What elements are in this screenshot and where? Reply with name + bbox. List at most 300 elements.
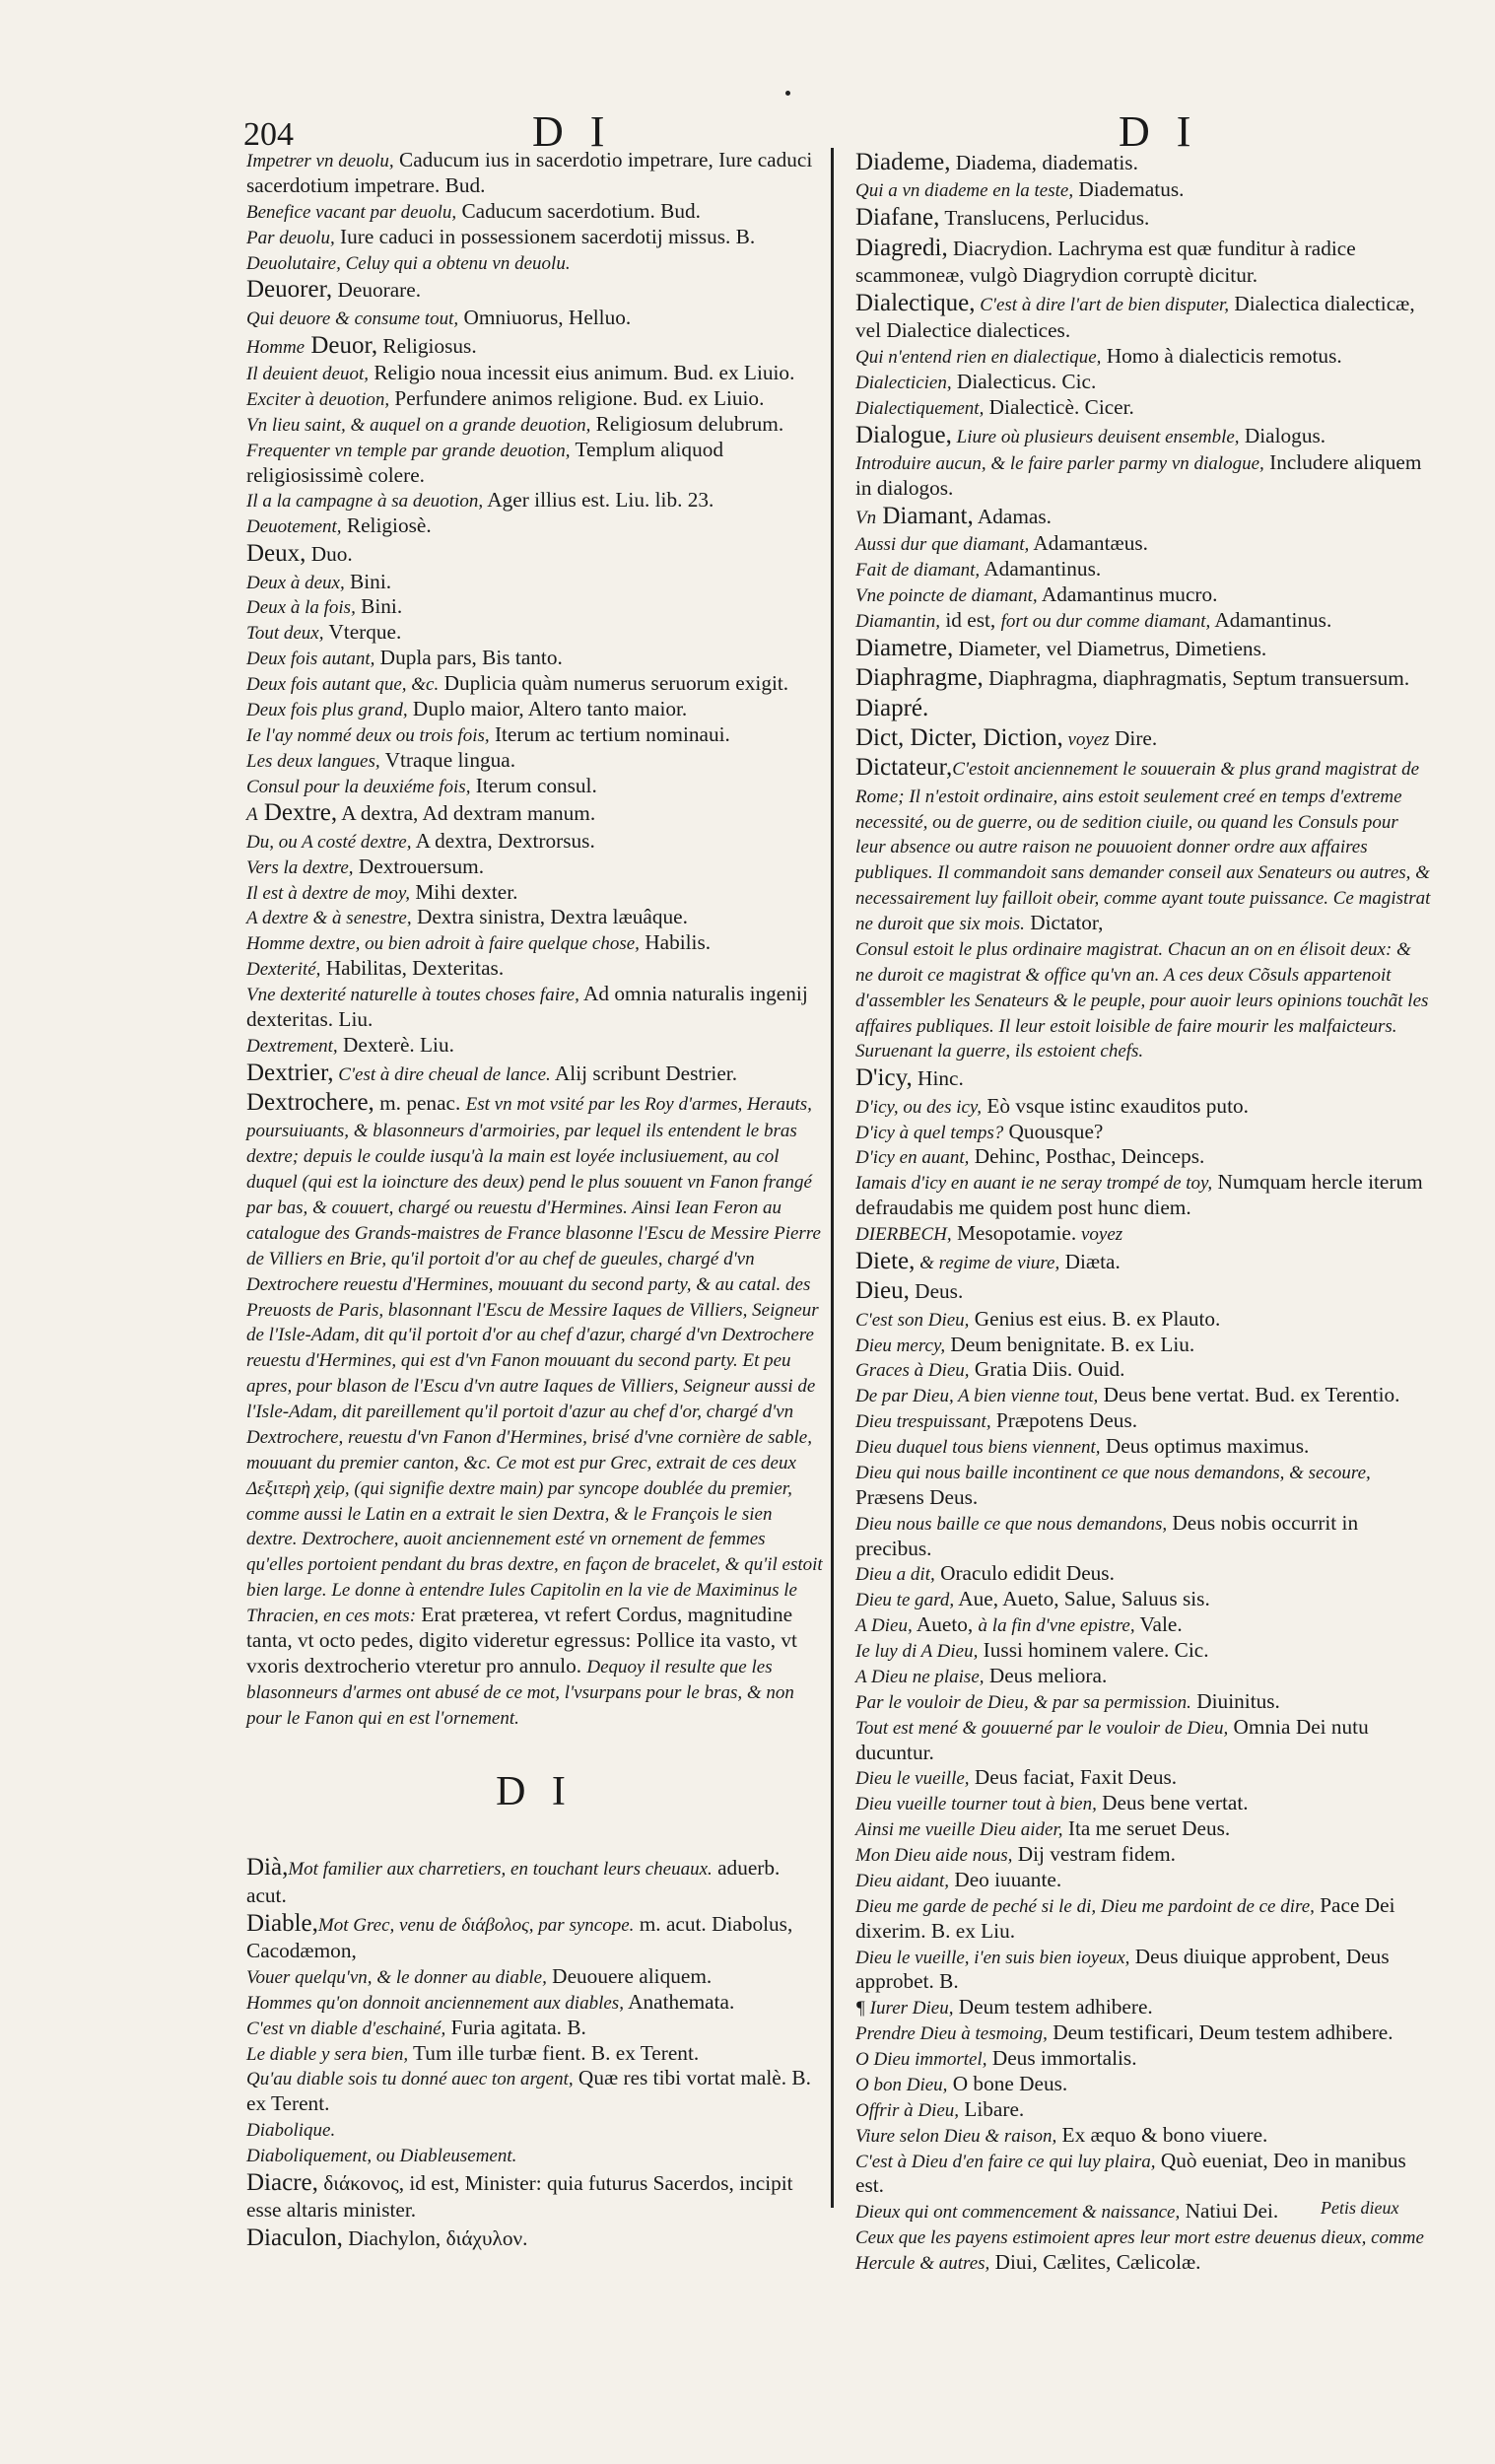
dictionary-entry xyxy=(246,148,823,199)
latin-gloss: Quò eueniat, Deo in manibus est. xyxy=(855,2148,1406,2198)
dictionary-entry xyxy=(246,412,823,438)
dictionary-entry xyxy=(855,2020,1432,2046)
french-gloss: Dieu te gard, xyxy=(855,1590,955,1611)
dictionary-entry xyxy=(246,1088,823,1730)
latin-gloss: Aueto, xyxy=(912,1612,979,1637)
french-gloss: Vn xyxy=(855,507,877,528)
headword: Dictateur, xyxy=(855,754,953,782)
latin-gloss: Oraculo edidit Deus. xyxy=(934,1561,1115,1586)
latin-gloss: Diacrydion. Lachryma est quæ funditur à radice scammoneæ, vulgò Diagrydion corruptè dicitur. xyxy=(855,236,1356,287)
latin-gloss: Furia agitata. B. xyxy=(445,2015,586,2039)
dictionary-entry xyxy=(246,594,823,620)
french-gloss: C'est vn diable d'eschainé, xyxy=(246,2018,446,2039)
latin-gloss: A dextra, Dextrorsus. xyxy=(411,828,595,853)
latin-gloss: Mihi dexter. xyxy=(410,879,518,904)
dictionary-entry xyxy=(855,1945,1432,1996)
latin-gloss: Deo iuuante. xyxy=(949,1867,1062,1891)
latin-gloss: Alij scribunt Destrier. xyxy=(550,1061,738,1085)
french-gloss: Dieu aidant, xyxy=(855,1870,949,1891)
headword: Dextrochere, xyxy=(246,1089,374,1116)
french-gloss: Diamantin, xyxy=(855,610,941,632)
dictionary-entry xyxy=(855,2224,1432,2276)
page-number: 204 xyxy=(243,116,294,153)
french-gloss: Dieu mercy, xyxy=(855,1335,946,1356)
french-gloss: Deux fois autant que, &c. xyxy=(246,674,440,695)
latin-gloss: Duplicia quàm numerus seruorum exigit. xyxy=(439,671,789,695)
headword: Diametre, xyxy=(855,634,954,661)
french-gloss: A Dieu, xyxy=(855,1615,913,1637)
dictionary-entry xyxy=(855,1791,1432,1816)
headword: Diete, xyxy=(855,1247,916,1274)
latin-gloss: Iure caduci in possessionem sacerdotij missus. B. xyxy=(334,224,756,248)
french-gloss: Mon Dieu aide nous, xyxy=(855,1845,1013,1866)
dictionary-entry xyxy=(855,2097,1432,2123)
headword: Dialogue, xyxy=(855,421,952,448)
dictionary-entry xyxy=(855,1221,1432,1247)
headword: Diademe, xyxy=(855,149,951,175)
french-gloss: Liure où plusieurs deuisent ensemble, xyxy=(951,426,1240,447)
latin-gloss: Duplo maior, Altero tanto maior. xyxy=(407,696,688,720)
latin-gloss: Templum aliquod religiosissimè colere. xyxy=(246,437,724,487)
dictionary-entry xyxy=(246,2168,823,2224)
dictionary-entry xyxy=(855,1307,1432,1333)
dictionary-entry xyxy=(246,982,823,1033)
latin-gloss: Diadema, diadematis. xyxy=(950,151,1138,174)
french-gloss: A dextre & à senestre, xyxy=(246,908,412,929)
headword: Deuor, xyxy=(305,331,378,359)
latin-gloss: m. acut. Diabolus, Cacodæmon, xyxy=(246,1911,793,1963)
dictionary-entry xyxy=(246,774,823,799)
latin-gloss: Deus meliora. xyxy=(984,1663,1108,1687)
latin-gloss: Habilitas, Dexteritas. xyxy=(320,956,505,981)
french-gloss: A Dieu ne plaise, xyxy=(855,1666,985,1687)
french-gloss: Diabolique. xyxy=(246,2120,336,2142)
headword: Dieu, xyxy=(855,1277,910,1305)
headword: Dià, xyxy=(246,1854,289,1882)
french-gloss: Est vn mot vsité par les Roy d'armes, Herauts, poursuiuants, & blasonneurs d'armoiries, par lequel ils entendent le bras dextre; depuis le coulde iusqu'à la main est loyée inclusiuement, au col duquel (qui est la ioincture des deux) pend le plus souuent vn Fanon frangé par bas, & couuert, chargé ou reuestu d'Hermines. Ainsi Iean Feron au catalogue des Grands-maistres de France blasonne l'Escu de Messire Pierre de Villiers en Brie, qu'il portoit d'or au chef de gueules, chargé d'vn Dextrochere reuestu d'Hermines, mouuant du second party, & au catal. des Preuosts de Paris, blasonnant l'Escu de Messire Iaques de Villiers, Seigneur de l'Isle-Adam, dit qu'il portoit d'or au chef d'azur, chargé d'vn Dextrochere reuestu d'Hermines, qui est d'vn Fanon mouuant du second party. Et peu apres, pour blason de l'Escu d'vn autre Iaques de Villiers, Seigneur aussi de l'Isle-Adam, dit pareillement qu'il portoit d'azur au chef d'or, chargé d'vn Dextrochere, reuestu d'vn Fanon d'Hermines, brisé d'vne cornière de sable, mouuant du premier canton, &c. Ce mot est pur Grec, extrait de ces deux Δεξιτερὴ χεὶρ, (qui signifie dextre main) par syncope doublée du premier, comme aussi le Latin en a extrait le sien Dextra, & le François le sien dextre. Dextrochere, auoit anciennement esté vn ornement de femmes qu'elles portoient pendant du bras dextre, en façon de bracelet, & qu'il estoit bien large. Le donne à entendre Iules Capitolin en la vie de Maximinus le Thracien, en ces mots: xyxy=(246,1094,823,1626)
french-gloss: Qui deuore & consume tout, xyxy=(246,308,459,329)
french-gloss: Consul pour la deuxiéme fois, xyxy=(246,776,471,797)
french-gloss: Exciter à deuotion, xyxy=(246,388,390,410)
latin-gloss: Habilis. xyxy=(639,930,712,955)
french-gloss: D'icy à quel temps? xyxy=(855,1122,1004,1143)
latin-gloss: Religio noua incessit eius animum. Bud. ex Liuio. xyxy=(369,361,795,384)
french-gloss: Dieu trespuissant, xyxy=(855,1411,991,1433)
latin-gloss: Diameter, vel Diametrus, Dimetiens. xyxy=(953,636,1267,660)
dictionary-entry xyxy=(855,1664,1432,1689)
dictionary-entry xyxy=(246,488,823,513)
latin-gloss: Ita me seruet Deus. xyxy=(1062,1816,1231,1841)
latin-gloss: Mesopotamie. xyxy=(951,1221,1077,1245)
french-gloss: Offrir à Dieu, xyxy=(855,2099,960,2121)
latin-gloss: Natiui Dei. xyxy=(1180,2199,1279,2224)
french-gloss: Deux fois autant, xyxy=(246,649,375,670)
latin-gloss: Præsens Deus. xyxy=(855,1484,979,1509)
dictionary-entry xyxy=(855,1511,1432,1562)
dictionary-entry xyxy=(855,2149,1432,2200)
dictionary-entry xyxy=(855,234,1432,289)
latin-gloss: aduerb. acut. xyxy=(246,1856,781,1907)
latin-gloss: Dialecticè. Cicer. xyxy=(984,394,1134,419)
headword: Dialectique, xyxy=(855,289,976,316)
latin-gloss: Religiosum delubrum. xyxy=(590,411,784,436)
dictionary-entry xyxy=(246,620,823,646)
dictionary-entry xyxy=(855,502,1432,531)
latin-gloss: Adamantinus. xyxy=(980,557,1102,582)
french-gloss: voyez xyxy=(1076,1224,1123,1245)
dictionary-entry xyxy=(855,663,1432,693)
latin-gloss: Vale. xyxy=(1134,1612,1183,1637)
french-gloss: & regime de viure, xyxy=(915,1252,1060,1273)
dictionary-entry xyxy=(246,697,823,722)
dictionary-entry xyxy=(855,1816,1432,1842)
latin-gloss: Dextrouersum. xyxy=(353,854,485,878)
dictionary-entry xyxy=(855,203,1432,233)
dictionary-entry xyxy=(855,1612,1432,1638)
french-gloss: Du, ou A costé dextre, xyxy=(246,831,412,853)
headword: Diaphragme, xyxy=(855,664,984,692)
dictionary-entry xyxy=(855,608,1432,634)
latin-gloss: Pace Dei dixerim. B. ex Liu. xyxy=(855,1892,1395,1943)
french-gloss: Dialectiquement, xyxy=(855,397,985,419)
dictionary-entry xyxy=(855,694,1432,723)
dictionary-entry xyxy=(855,531,1432,557)
french-gloss: Les deux langues, xyxy=(246,750,380,772)
dictionary-entry xyxy=(246,2117,823,2143)
dictionary-entry xyxy=(246,331,823,361)
french-gloss: O bon Dieu, xyxy=(855,2074,948,2095)
french-gloss: Mot Grec, venu de διάβολος, par syncope. xyxy=(317,1914,635,1936)
dictionary-entry xyxy=(855,1170,1432,1221)
dictionary-entry xyxy=(246,438,823,489)
dictionary-entry xyxy=(855,1587,1432,1612)
latin-gloss: Deum benignitate. B. ex Liu. xyxy=(945,1332,1195,1356)
dictionary-entry xyxy=(855,1434,1432,1460)
dictionary-entry xyxy=(855,421,1432,450)
dictionary-entry xyxy=(855,1357,1432,1383)
french-gloss: C'est à Dieu d'en faire ce qui luy plaira, xyxy=(855,2151,1156,2172)
french-gloss: Il a la campagne à sa deuotion, xyxy=(246,491,484,513)
french-gloss: D'icy en auant, xyxy=(855,1147,970,1169)
latin-gloss: Quæ res tibi vortat malè. B. ex Terent. xyxy=(246,2066,811,2116)
latin-gloss: Iterum consul. xyxy=(470,773,597,797)
latin-gloss: Libare. xyxy=(959,2096,1025,2121)
french-gloss: Graces à Dieu, xyxy=(855,1360,970,1382)
french-gloss: C'est son Dieu, xyxy=(855,1309,970,1331)
dictionary-entry xyxy=(855,723,1432,753)
latin-gloss: Dialecticus. Cic. xyxy=(951,370,1097,393)
dictionary-entry xyxy=(855,1333,1432,1358)
latin-gloss: Dextra sinistra, Dextra læuâque. xyxy=(411,905,688,929)
dictionary-entry xyxy=(246,199,823,225)
french-gloss: C'est à dire l'art de bien disputer, xyxy=(975,294,1230,315)
latin-gloss: Omnia Dei nutu ducuntur. xyxy=(855,1714,1369,1764)
french-gloss: DIERBECH, xyxy=(855,1224,952,1245)
latin-gloss: Erat præterea, vt refert Cordus, magnitudine tanta, vt octo pedes, digito videretur egressus: Pollice ita vasto, vt vxoris dextrocherio vteretur pro annulo. xyxy=(246,1603,797,1677)
latin-gloss: Deuorare. xyxy=(332,278,422,303)
dictionary-entry xyxy=(855,370,1432,395)
latin-gloss: Iterum ac tertium nominaui. xyxy=(489,721,730,746)
dictionary-entry xyxy=(855,1561,1432,1587)
dictionary-entry xyxy=(855,1638,1432,1664)
latin-gloss: Bini. xyxy=(355,594,403,619)
dictionary-entry xyxy=(246,306,823,331)
dictionary-entry xyxy=(855,1383,1432,1408)
latin-gloss: Deus optimus maximus. xyxy=(1100,1434,1310,1458)
latin-gloss: Deum testem adhibere. xyxy=(953,1995,1153,2019)
french-gloss: Tout deux, xyxy=(246,623,324,645)
french-gloss: Dieu nous baille ce que nous demandons, xyxy=(855,1513,1168,1535)
french-gloss: Homme dextre, ou bien adroit à faire quelque chose, xyxy=(246,933,640,955)
french-gloss: Deuolutaire, Celuy qui a obtenu vn deuolu. xyxy=(246,252,571,274)
french-gloss: Deuotement, xyxy=(246,516,342,538)
headword: Diacre, xyxy=(246,2168,318,2196)
latin-gloss: Dupla pars, Bis tanto. xyxy=(374,646,563,670)
headword: Deuorer, xyxy=(246,276,333,304)
french-gloss: Tout est mené & gouuerné par le vouloir de Dieu, xyxy=(855,1717,1229,1739)
french-gloss: O Dieu immortel, xyxy=(855,2049,987,2070)
french-gloss: Ie l'ay nommé deux ou trois fois, xyxy=(246,724,490,746)
french-gloss: Ceux que les payens estimoient apres leur mort estre deuenus dieux, comme Hercule & autres, xyxy=(855,2227,1424,2274)
latin-gloss: Aue, Aueto, Salue, Saluus sis. xyxy=(954,1587,1210,1611)
french-gloss: Iamais d'icy en auant ie ne seray trompé de toy, xyxy=(855,1173,1213,1195)
headword: Diapré. xyxy=(855,694,929,721)
dictionary-entry xyxy=(246,646,823,671)
french-gloss: De par Dieu, A bien vienne tout, xyxy=(855,1386,1099,1407)
latin-gloss: Dialogus. xyxy=(1239,423,1326,447)
french-gloss: Deux fois plus grand, xyxy=(246,699,408,720)
latin-gloss: Deus diuique approbent, Deus approbet. B. xyxy=(855,1944,1390,1994)
latin-gloss: Deus bene vertat. xyxy=(1096,1791,1249,1815)
latin-gloss: m. penac. xyxy=(374,1091,466,1115)
french-gloss: Consul estoit le plus ordinaire magistrat. Chacun an on en élisoit deux: & ne duroit ce magistrat & office qu'vn an. A ces deux Cõsuls appartenoit d'assembler les Senateurs & le peuple, pour auoir leurs opinions touchãt les affaires publiques. Il leur estoit loisible de faire mourir les malfaicteurs. Suruenant la guerre, ils estoient chefs. xyxy=(855,938,1429,1062)
latin-gloss: A dextra, Ad dextram manum. xyxy=(337,801,596,826)
dictionary-entry xyxy=(855,936,1432,1063)
french-gloss: Prendre Dieu à tesmoing, xyxy=(855,2023,1048,2045)
headword: Deux, xyxy=(246,540,306,568)
dictionary-entry xyxy=(855,395,1432,421)
latin-gloss: Deuouere aliquem. xyxy=(546,1963,713,1988)
french-gloss: Mot familier aux charretiers, en touchant leurs cheuaux. xyxy=(288,1859,713,1881)
latin-gloss: Omniuorus, Helluo. xyxy=(458,305,632,329)
french-gloss: Ainsi me vueille Dieu aider, xyxy=(855,1819,1063,1841)
french-gloss: A xyxy=(246,804,258,826)
catchword: Petis dieux xyxy=(1321,2198,1399,2218)
french-gloss: Qui a vn diademe en la teste, xyxy=(855,180,1074,202)
dictionary-entry xyxy=(855,450,1432,502)
dictionary-entry xyxy=(246,956,823,982)
left-entries-section xyxy=(246,1853,823,2253)
latin-gloss: Diachylon, διάχυλον. xyxy=(342,2226,528,2251)
dictionary-entry xyxy=(246,539,823,569)
dictionary-entry xyxy=(246,1059,823,1088)
dictionary-entry xyxy=(246,570,823,595)
french-gloss: Le diable y sera bien, xyxy=(246,2043,409,2065)
section-heading: D I xyxy=(496,1769,574,1815)
french-gloss: Qu'au diable sois tu donné auec ton argent, xyxy=(246,2069,574,2090)
dictionary-entry xyxy=(855,557,1432,582)
french-gloss: Impetrer vn deuolu, xyxy=(246,151,394,171)
latin-gloss: Ager illius est. Liu. lib. 23. xyxy=(483,488,714,513)
dictionary-entry xyxy=(855,582,1432,608)
french-gloss: Dieu a dit, xyxy=(855,1564,935,1586)
dictionary-entry xyxy=(855,1689,1432,1715)
french-gloss: Homme xyxy=(246,336,306,358)
latin-gloss: Adamantæus. xyxy=(1029,531,1148,556)
latin-gloss: Deus nobis occurrit in precibus. xyxy=(855,1510,1359,1560)
french-gloss: Dieu me garde de peché si le di, Dieu me pardoint de ce dire, xyxy=(855,1895,1315,1917)
dictionary-entry xyxy=(855,1868,1432,1893)
dictionary-entry xyxy=(855,1995,1432,2020)
french-gloss: Par deuolu, xyxy=(246,227,335,248)
dictionary-entry xyxy=(855,1094,1432,1120)
latin-gloss: Caducum sacerdotium. Bud. xyxy=(456,198,701,223)
french-gloss: Il est à dextre de moy, xyxy=(246,882,411,904)
headword: Diable, xyxy=(246,1909,318,1937)
french-gloss: Dieux qui ont commencement & naissance, xyxy=(855,2202,1181,2224)
dictionary-entry xyxy=(855,1893,1432,1945)
dictionary-entry xyxy=(855,1460,1432,1511)
dictionary-entry xyxy=(246,2041,823,2067)
dictionary-entry xyxy=(855,634,1432,663)
french-gloss: Dieu qui nous baille incontinent ce que nous demandons, & secoure, xyxy=(855,1462,1371,1483)
running-head-right: D I xyxy=(1119,107,1199,156)
latin-gloss: Tum ille turbæ fient. B. ex Terent. xyxy=(408,2040,700,2065)
french-gloss: Qui n'entend rien en dialectique, xyxy=(855,347,1102,369)
latin-gloss: Perfundere animos religione. Bud. ex Liuio. xyxy=(389,385,765,410)
dictionary-entry xyxy=(246,275,823,305)
dictionary-entry xyxy=(855,177,1432,203)
dictionary-entry xyxy=(855,1842,1432,1868)
french-gloss: C'estoit anciennement le souuerain & plus grand magistrat de Rome; Il n'estoit ordinaire, ains estoit seulement creé en temps d'extreme necessité, ou de guerre, ou de sedition ciuile, ou quand les Consuls pour leur absence ou autre raison ne pouuoient donner ordre aux affaires publiques. Il commandoit sans demander conseil aux Senateurs ou autres, & necessairement luy failloit obeir, comme ayant toute puissance. Ce magistrat ne duroit que six mois. xyxy=(855,759,1431,934)
dictionary-entry xyxy=(855,289,1432,344)
french-gloss: Vne dexterité naturelle à toutes choses faire, xyxy=(246,985,579,1005)
latin-gloss: Quousque? xyxy=(1003,1119,1104,1143)
french-gloss: Dieu le vueille, i'en suis bien ioyeux, xyxy=(855,1947,1130,1968)
dictionary-entry xyxy=(246,513,823,539)
french-gloss: Dieu vueille tourner tout à bien, xyxy=(855,1794,1097,1815)
latin-gloss: Diuinitus. xyxy=(1190,1688,1280,1713)
latin-gloss: Deus bene vertat. Bud. ex Terentio. xyxy=(1098,1383,1400,1407)
latin-gloss: Includere aliquem in dialogos. xyxy=(855,450,1422,500)
headword: Diagredi, xyxy=(855,234,948,261)
dictionary-entry xyxy=(855,2072,1432,2097)
headword: Dict, Dicter, Diction, xyxy=(855,723,1063,751)
latin-gloss: O bone Deus. xyxy=(947,2071,1068,2095)
french-gloss: Hommes qu'on donnoit anciennement aux diables, xyxy=(246,1992,624,2014)
dictionary-entry xyxy=(246,225,823,250)
dictionary-entry xyxy=(855,1120,1432,1145)
latin-gloss: Diadematus. xyxy=(1073,177,1185,202)
latin-gloss: Deus immortalis. xyxy=(986,2046,1137,2070)
left-entries xyxy=(246,148,823,1730)
latin-gloss: Deum testificari, Deum testem adhibere. xyxy=(1047,2020,1393,2045)
latin-gloss: Homo à dialecticis remotus. xyxy=(1101,344,1342,369)
latin-gloss: Deus. xyxy=(909,1279,964,1304)
french-gloss: Introduire aucun, & le faire parler parmy vn dialogue, xyxy=(855,453,1264,475)
french-gloss: Aussi dur que diamant, xyxy=(855,534,1030,556)
dictionary-entry xyxy=(855,344,1432,370)
french-gloss: Vne poincte de diamant, xyxy=(855,585,1038,606)
dictionary-entry xyxy=(246,1853,823,1908)
dictionary-entry xyxy=(246,880,823,906)
dictionary-entry xyxy=(246,1964,823,1990)
dictionary-entry xyxy=(855,1247,1432,1276)
french-gloss: Vn lieu saint, & auquel on a grande deuotion, xyxy=(246,414,591,436)
french-gloss: Frequenter vn temple par grande deuotion, xyxy=(246,440,571,461)
headword: Diafane, xyxy=(855,204,940,232)
french-gloss: Viure selon Dieu & raison, xyxy=(855,2125,1057,2147)
latin-gloss: Adamas. xyxy=(973,504,1052,528)
latin-gloss: Translucens, Perlucidus. xyxy=(939,206,1150,231)
latin-gloss: Dictator, xyxy=(1024,911,1104,934)
dictionary-entry xyxy=(246,798,823,828)
latin-gloss: Genius est eius. B. ex Plauto. xyxy=(969,1306,1221,1331)
dictionary-entry xyxy=(246,361,823,386)
dictionary-entry xyxy=(855,2046,1432,2072)
latin-gloss: Caducum ius in sacerdotio impetrare, Iure caduci sacerdotium impetrare. Bud. xyxy=(246,148,813,197)
latin-gloss: Numquam hercle iterum defraudabis me quidem post hunc diem. xyxy=(855,1170,1423,1220)
latin-gloss: Anathemata. xyxy=(623,1989,735,2014)
french-gloss: Deux à deux, xyxy=(246,572,345,593)
dictionary-entry xyxy=(246,829,823,855)
dictionary-entry xyxy=(246,1033,823,1059)
dictionary-entry xyxy=(246,748,823,774)
french-gloss: Vers la dextre, xyxy=(246,856,354,878)
french-gloss: Par le vouloir de Dieu, & par sa permission. xyxy=(855,1691,1191,1713)
latin-gloss: Adamantinus. xyxy=(1210,607,1332,632)
latin-gloss: Vterque. xyxy=(323,620,402,645)
latin-gloss: Ad omnia naturalis ingenij dexteritas. Liu. xyxy=(246,982,808,1031)
latin-gloss: Diaphragma, diaphragmatis, Septum transuersum. xyxy=(983,666,1410,691)
french-gloss: à la fin d'vne epistre, xyxy=(978,1615,1135,1637)
dictionary-entry xyxy=(855,148,1432,177)
latin-gloss: Bini. xyxy=(344,569,392,593)
dictionary-entry xyxy=(855,2123,1432,2149)
dictionary-entry xyxy=(246,386,823,412)
headword: Diaculon, xyxy=(246,2224,343,2252)
latin-gloss: διάκονος, id est, Minister: quia futurus Sacerdos, incipit esse altaris minister. xyxy=(246,2170,793,2223)
french-gloss: Benefice vacant par deuolu, xyxy=(246,201,457,223)
dictionary-entry xyxy=(246,855,823,880)
headword: Dextre, xyxy=(257,799,338,827)
dictionary-entry xyxy=(246,2066,823,2117)
latin-gloss: Iussi hominem valere. Cic. xyxy=(978,1638,1209,1662)
right-entries xyxy=(855,148,1432,2276)
dictionary-entry xyxy=(246,2224,823,2253)
latin-gloss: Præpotens Deus. xyxy=(990,1408,1138,1433)
dictionary-entry xyxy=(855,1408,1432,1434)
latin-gloss: Dexterè. Liu. xyxy=(337,1032,454,1057)
latin-gloss: Hinc. xyxy=(912,1066,964,1091)
dictionary-entry xyxy=(246,2016,823,2041)
dictionary-entry xyxy=(246,2143,823,2168)
french-gloss: Ie luy di A Dieu, xyxy=(855,1641,979,1662)
french-gloss: Dieu duquel tous biens viennent, xyxy=(855,1437,1101,1458)
dictionary-entry xyxy=(855,1765,1432,1791)
latin-gloss: id est, xyxy=(940,607,1001,632)
headword: Diamant, xyxy=(876,502,974,529)
french-gloss: D'icy, ou des icy, xyxy=(855,1096,983,1118)
french-gloss: Dialecticien, xyxy=(855,373,952,393)
french-gloss: Dextrement, xyxy=(246,1035,338,1057)
french-gloss: Dieu le vueille, xyxy=(855,1768,970,1790)
dictionary-entry xyxy=(855,1144,1432,1170)
left-column xyxy=(246,148,823,2254)
french-gloss: Deux à la fois, xyxy=(246,597,356,619)
dictionary-entry xyxy=(855,753,1432,936)
french-gloss: Dexterité, xyxy=(246,959,321,981)
